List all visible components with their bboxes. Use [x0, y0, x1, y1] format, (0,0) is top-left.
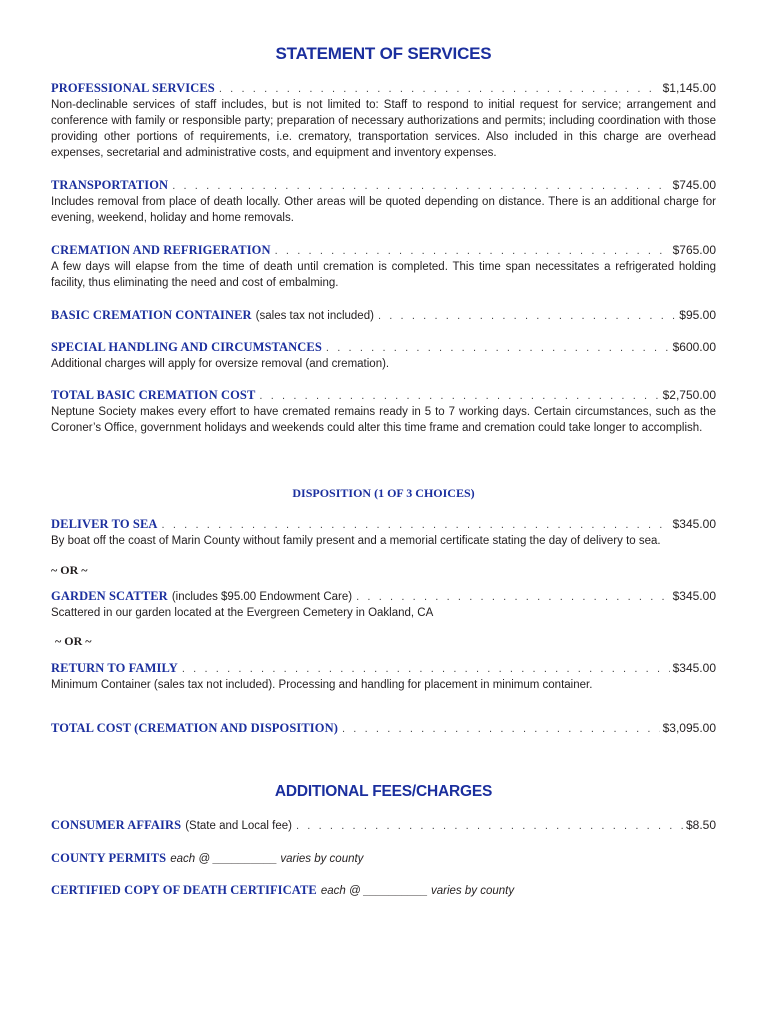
line-item-return-to-family: [51, 661, 716, 677]
item-price: $600.00: [672, 340, 716, 354]
or-separator: ~ OR ~: [55, 634, 92, 648]
line-item-county-permits: [51, 851, 716, 867]
item-note: each @ __________ varies by county: [320, 885, 515, 897]
dot-leader: [356, 590, 670, 605]
item-label: CERTIFIED COPY OF DEATH CERTIFICATE: [51, 883, 317, 897]
disposition-heading: DISPOSITION (1 OF 3 CHOICES): [292, 486, 475, 500]
line-item-professional-services: [51, 81, 716, 97]
line-item-death-certificate: [51, 883, 716, 899]
line-item-garden-scatter: [51, 589, 716, 605]
item-description: Non-declinable services of staff includes, but is not limited to: Staff to respond to initial request for service; arrangement and conference with family or responsible party; preparation of necessary authorizations and permits; including coordination with those providing other portions of requirements, i.e. crematory, transportation services. Also included in this charge are overhead expenses, secretarial and administrative costs, and equipment and inventory expenses.: [51, 99, 716, 159]
item-label: COUNTY PERMITS: [51, 851, 167, 865]
dot-leader: [275, 244, 670, 259]
item-label: TOTAL BASIC CREMATION COST: [51, 388, 256, 402]
dot-leader: [219, 82, 660, 97]
dot-leader: [182, 662, 670, 677]
item-label: DELIVER TO SEA: [51, 517, 158, 531]
item-price: $345.00: [672, 589, 716, 603]
dot-leader: [172, 179, 669, 194]
item-description: Minimum Container (sales tax not included). Processing and handling for placement in minimum container.: [51, 679, 593, 691]
dot-leader: [296, 819, 683, 834]
item-price: $345.00: [672, 517, 716, 531]
item-label: TRANSPORTATION: [51, 178, 169, 192]
item-label: PROFESSIONAL SERVICES: [51, 81, 215, 95]
item-description: Neptune Society makes every effort to have cremated remains ready in 5 to 7 working days. Certain circumstances, such as the Coroner’s Office, government holidays and weekends could alter this time frame and cremation could take longer to accomplish.: [51, 406, 716, 434]
item-label: BASIC CREMATION CONTAINER: [51, 308, 252, 322]
additional-fees-title: ADDITIONAL FEES/CHARGES: [274, 783, 493, 800]
item-label: SPECIAL HANDLING AND CIRCUMSTANCES: [51, 340, 322, 354]
item-label: CREMATION AND REFRIGERATION: [51, 243, 271, 257]
dot-leader: [378, 309, 676, 324]
item-price: $745.00: [672, 178, 716, 192]
item-label: GARDEN SCATTER: [51, 589, 168, 603]
item-price: $95.00: [679, 308, 716, 322]
item-note: each @ __________ varies by county: [170, 853, 364, 865]
or-separator: ~ OR ~: [51, 563, 88, 577]
item-label: CONSUMER AFFAIRS: [51, 818, 182, 832]
item-price: $2,750.00: [662, 388, 716, 402]
line-item-cremation-refrigeration: [51, 243, 716, 259]
item-price: $3,095.00: [662, 721, 716, 735]
item-price: $8.50: [685, 818, 716, 832]
page-title: STATEMENT OF SERVICES: [275, 44, 492, 63]
dot-leader: [326, 341, 670, 356]
item-note: (includes $95.00 Endowment Care): [171, 591, 353, 603]
item-description: Scattered in our garden located at the Evergreen Cemetery in Oakland, CA: [51, 607, 434, 619]
line-item-consumer-affairs: [51, 818, 716, 834]
dot-leader: [162, 518, 670, 533]
dot-leader: [342, 722, 660, 737]
item-price: $1,145.00: [662, 81, 716, 95]
item-price: $345.00: [672, 661, 716, 675]
line-item-special-handling: [51, 340, 716, 356]
item-label: TOTAL COST (CREMATION AND DISPOSITION): [51, 721, 338, 735]
item-label: RETURN TO FAMILY: [51, 661, 178, 675]
item-description: Additional charges will apply for oversize removal (and cremation).: [51, 358, 390, 370]
line-item-transportation: [51, 178, 716, 194]
line-item-deliver-to-sea: [51, 517, 716, 533]
line-item-total-cost: [51, 721, 716, 737]
item-description: A few days will elapse from the time of death until cremation is completed. This time span necessitates a refrigerated holding facility, thus eliminating the need and cost of embalming.: [51, 261, 716, 289]
item-description: By boat off the coast of Marin County without family present and a memorial certificate stating the day of delivery to sea.: [51, 535, 661, 547]
line-item-basic-cremation-container: [51, 308, 716, 324]
line-item-total-basic-cremation: [51, 388, 716, 404]
dot-leader: [259, 389, 659, 404]
item-note: (State and Local fee): [185, 820, 292, 832]
item-price: $765.00: [672, 243, 716, 257]
item-note: (sales tax not included): [255, 310, 374, 322]
item-description: Includes removal from place of death locally. Other areas will be quoted depending on distance. There is an additional charge for evening, weekend, holiday and home removals.: [51, 196, 716, 224]
